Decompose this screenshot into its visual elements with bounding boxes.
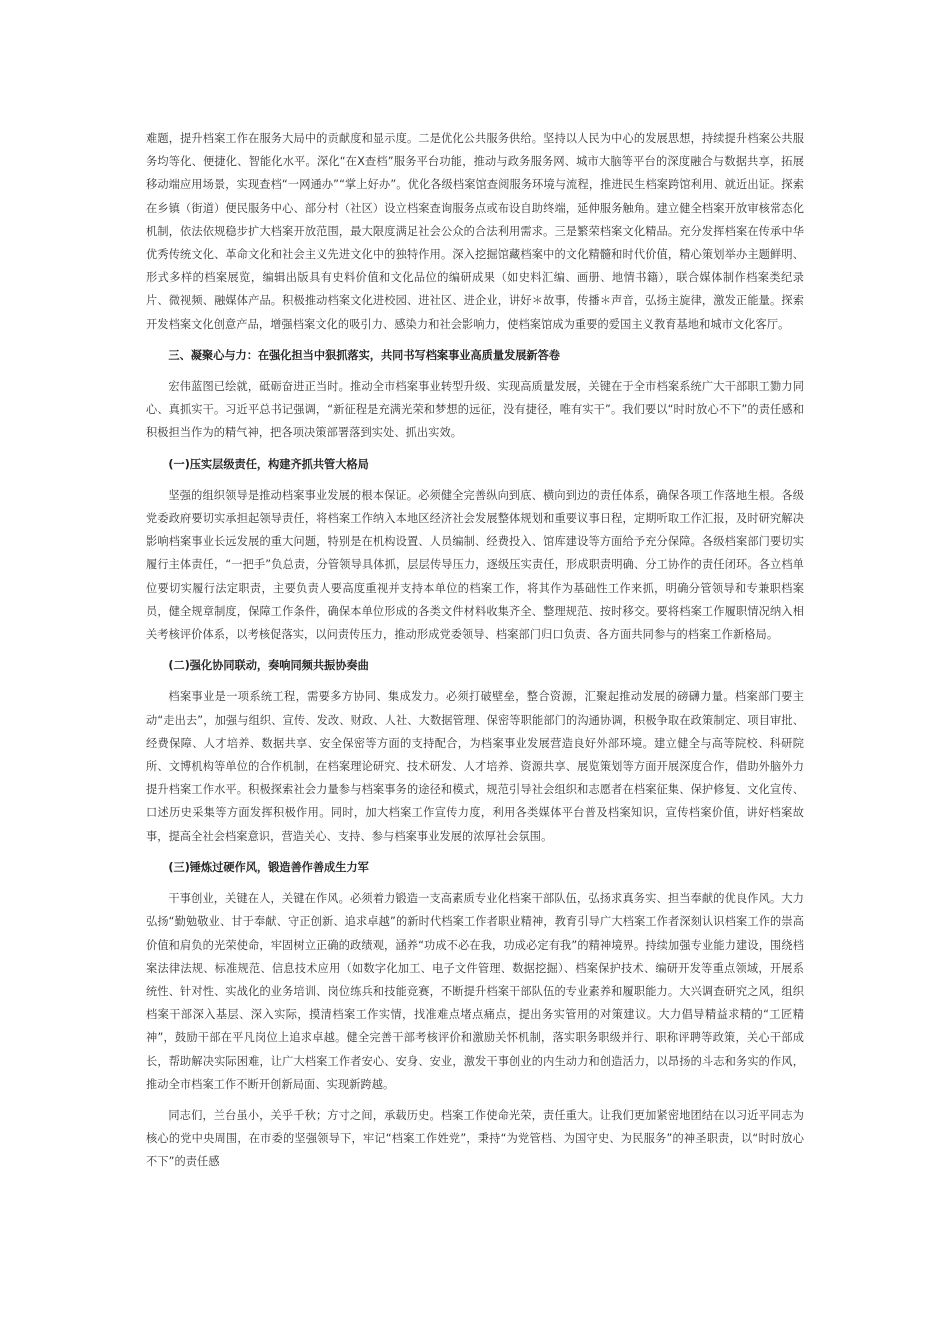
section-heading-3: 三、凝聚心与力：在强化担当中狠抓落实，共同书写档案事业高质量发展新答卷 [168,348,560,362]
spacer [146,848,804,856]
spacer [146,445,804,453]
spacer [146,336,804,344]
document-page [146,127,804,1174]
subsection-heading-2: (二)强化协同联动，奏响同频共振协奏曲 [168,659,369,673]
paragraph-work-style: 干事创业，关键在人，关键在作风。必须着力锻造一支高素质专业化档案干部队伍，弘扬求真务实、担当奉献的优良作风。大力弘扬“勤勉敬业、甘于奉献、守正创新、追求卓越”的新时代档案工作者职业精神，教育引导广大档案工作者深刻认识档案工作的崇高价值和肩负的光荣使命，牢固树立正确的政绩观，涵养“功成不必在我，功成必定有我”的精神境界。持续加强专业能力建设，围绕档案法律法规、标准规范、信息技术应用（如数字化加工、电子文件管理、数据挖掘）、档案保护技术、编研开发等重点领域，开展系统性、针对性、实战化的业务培训、岗位练兵和技能竞赛，不断提升档案干部队伍的专业素养和履职能力。大兴调查研究之风，组织档案干部深入基层、深入实际，摸清档案工作实情，找准难点堵点痛点，提出务实管用的对策建议。大力倡导精益求精的“工匠精神”，鼓励干部在平凡岗位上追求卓越。健全完善干部考核评价和激励关怀机制，落实职务职级并行、职称评聘等政策，关心干部成长，帮助解决实际困难，让广大档案工作者安心、安身、安业，激发干事创业的内生动力和创造活力，以昂扬的斗志和务实的作风，推动全市档案工作不断开创新局面、实现新跨越。 [146,892,804,1091]
spacer [146,476,804,484]
paragraph-coordination: 档案事业是一项系统工程，需要多方协同、集成发力。必须打破壁垒，整合资源，汇聚起推动发展的磅礴力量。档案部门要主动“走出去”，加强与组织、宣传、发改、财政、人社、大数据管理、保密等职能部门的沟通协调，积极争取在政策制定、项目审批、经费保障、人才培养、数据共享、安全保密等方面的支持配合，为档案事业发展营造良好外部环境。建立健全与高等院校、科研院所、文博机构等单位的合作机制，在档案理论研究、技术研发、人才培养、资源共享、展览策划等方面开展深度合作，借助外脑外力提升档案工作水平。积极探索社会力量参与档案事务的途径和模式，规范引导社会组织和志愿者在档案征集、保护修复、文化宣传、口述历史采集等方面发挥积极作用。同时，加大档案工作宣传力度，利用各类媒体平台普及档案知识，宣传档案价值，讲好档案故事，提高全社会档案意识，营造关心、支持、参与档案事业发展的浓厚社会氛围。 [146,690,804,843]
subsection-heading-3: (三)锤炼过硬作风，锻造善作善成生力军 [168,860,369,874]
spacer [146,646,804,654]
paragraph-public-service: 难题，提升档案工作在服务大局中的贡献度和显示度。二是优化公共服务供给。坚持以人民为中心的发展思想，持续提升档案公共服务均等化、便捷化、智能化水平。深化“在X查档”服务平台功能，推动与政务服务网、城市大脑等平台的深度融合与数据共享，拓展移动端应用场景，实现查档“一网通办”“掌上好办”。优化各级档案馆查阅服务环境与流程，推进民生档案跨馆利用、就近出证。探索在乡镇（街道）便民服务中心、部分村（社区）设立档案查询服务点或布设自助终端，延伸服务触角。建立健全档案开放审核常态化机制，依法依规稳步扩大档案开放范围，最大限度满足社会公众的合法利用需求。三是繁荣档案文化精品。充分发挥档案在传承中华优秀传统文化、革命文化和社会主义先进文化中的独特作用。深入挖掘馆藏档案中的文化精髓和时代价值，精心策划举办主题鲜明、形式多样的档案展览，编辑出版具有史料价值和文化品位的编研成果（如史料汇编、画册、地情书籍），联合媒体制作档案类纪录片、微视频、融媒体产品。积极推动档案文化进校园、进社区、进企业，讲好＊故事，传播＊声音，弘扬主旋律，激发正能量。探索开发档案文化创意产品，增强档案文化的吸引力、感染力和社会影响力，使档案馆成为重要的爱国主义教育基地和城市文化客厅。 [146,132,804,331]
subsection-heading-1: (一)压实层级责任，构建齐抓共管大格局 [168,457,369,471]
paragraph-section-3-intro: 宏伟蓝图已绘就，砥砺奋进正当时。推动全市档案事业转型升级、实现高质量发展，关键在于全市档案系统广大干部职工勠力同心、真抓实干。习近平总书记强调，“新征程是充满光荣和梦想的远征，没有捷径，唯有实干”。我们要以“时时放心不下”的责任感和积极担当作为的精气神，把各项决策部署落到实处、抓出实效。 [146,380,804,440]
paragraph-responsibility: 坚强的组织领导是推动档案事业发展的根本保证。必须健全完善纵向到底、横向到边的责任体系，确保各项工作落地生根。各级党委政府要切实承担起领导责任，将档案工作纳入本地区经济社会发展整体规划和重要议事日程，定期听取工作汇报，及时研究解决影响档案事业长远发展的重大问题，特别是在机构设置、人员编制、经费投入、馆库建设等方面给予充分保障。各级档案部门要切实履行主体责任，“一把手”负总责，分管领导具体抓，层层传导压力，逐级压实责任，形成职责明确、分工协作的责任闭环。各立档单位要切实履行法定职责，主要负责人要高度重视并支持本单位的档案工作，将其作为基础性工作来抓，明确分管领导和专兼职档案员，健全规章制度，保障工作条件，确保本单位形成的各类文件材料收集齐全、整理规范、按时移交。要将档案工作履职情况纳入相关考核评价体系，以考核促落实，以问责传压力，推动形成党委领导、档案部门归口负责、各方面共同参与的档案工作新格局。 [146,488,804,642]
spacer [146,367,804,375]
spacer [146,879,804,887]
paragraph-closing: 同志们，兰台虽小，关乎千秋；方寸之间，承载历史。档案工作使命光荣，责任重大。让我们更加紧密地团结在以习近平同志为核心的党中央周围，在市委的坚强领导下，牢记“档案工作姓党”，秉持“为党管档、为国守史、为民服务”的神圣职责，以“时时放心不下”的责任感 [146,1108,804,1169]
spacer [146,677,804,685]
spacer [146,1096,804,1104]
